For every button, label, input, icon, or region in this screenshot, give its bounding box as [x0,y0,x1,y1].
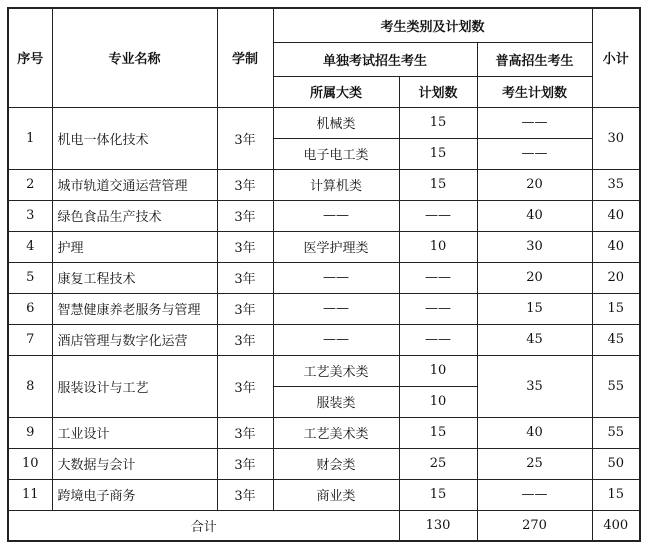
table-row [8,231,640,262]
cell-field: 商业类 [273,479,399,510]
cell-general: —— [477,479,592,510]
cell-plan: —— [399,200,477,231]
cell-field: 计算机类 [273,169,399,200]
table-row [8,107,640,138]
cell-major: 酒店管理与数字化运营 [52,324,217,355]
header-plan: 计划数 [399,76,477,107]
cell-major: 康复工程技术 [52,262,217,293]
cell-subtotal: 45 [592,324,640,355]
cell-total-subtotal: 400 [592,510,640,541]
cell-major: 智慧健康养老服务与管理 [52,293,217,324]
cell-subtotal: 20 [592,262,640,293]
cell-duration: 3年 [217,107,273,169]
cell-subtotal: 40 [592,231,640,262]
cell-general: 35 [477,355,592,417]
header-field: 所属大类 [273,76,399,107]
header-major: 专业名称 [52,8,217,107]
cell-major: 服装设计与工艺 [52,355,217,417]
cell-duration: 3年 [217,324,273,355]
cell-field: 机械类 [273,107,399,138]
cell-plan: 10 [399,231,477,262]
cell-duration: 3年 [217,169,273,200]
cell-subtotal: 35 [592,169,640,200]
cell-field: 医学护理类 [273,231,399,262]
cell-plan: 15 [399,138,477,169]
cell-major: 大数据与会计 [52,448,217,479]
table-row [8,448,640,479]
cell-duration: 3年 [217,200,273,231]
cell-field: 服装类 [273,386,399,417]
cell-duration: 3年 [217,262,273,293]
cell-subtotal: 40 [592,200,640,231]
cell-major: 绿色食品生产技术 [52,200,217,231]
cell-total-plan: 130 [399,510,477,541]
cell-field: 工艺美术类 [273,355,399,386]
cell-field: 工艺美术类 [273,417,399,448]
cell-major: 护理 [52,231,217,262]
total-row [8,510,640,541]
cell-duration: 3年 [217,479,273,510]
header-single-exam: 单独考试招生考生 [273,42,477,76]
cell-seq: 2 [8,169,52,200]
cell-field: —— [273,200,399,231]
cell-plan: —— [399,324,477,355]
cell-subtotal: 55 [592,355,640,417]
cell-major: 城市轨道交通运营管理 [52,169,217,200]
cell-subtotal: 15 [592,293,640,324]
table-row [8,169,640,200]
header-row-1 [8,8,640,42]
table-row [8,262,640,293]
table-row [8,479,640,510]
cell-plan: 15 [399,169,477,200]
header-general-exam: 普高招生考生 [477,42,592,76]
cell-general: 45 [477,324,592,355]
cell-plan: 25 [399,448,477,479]
cell-major: 跨境电子商务 [52,479,217,510]
table-row [8,200,640,231]
cell-plan: 15 [399,107,477,138]
table-row [8,324,640,355]
cell-subtotal: 30 [592,107,640,169]
cell-general: 25 [477,448,592,479]
cell-subtotal: 55 [592,417,640,448]
header-general-plan: 考生计划数 [477,76,592,107]
cell-plan: —— [399,293,477,324]
cell-seq: 8 [8,355,52,417]
header-subtotal: 小计 [592,8,640,107]
cell-plan: 15 [399,479,477,510]
table-row [8,417,640,448]
cell-seq: 10 [8,448,52,479]
cell-seq: 9 [8,417,52,448]
cell-general: 15 [477,293,592,324]
cell-plan: 10 [399,355,477,386]
cell-general: 20 [477,262,592,293]
cell-seq: 6 [8,293,52,324]
header-category-group: 考生类别及计划数 [273,8,592,42]
cell-field: —— [273,262,399,293]
table-row [8,355,640,386]
cell-duration: 3年 [217,355,273,417]
cell-general: 40 [477,417,592,448]
header-duration: 学制 [217,8,273,107]
cell-major: 机电一体化技术 [52,107,217,169]
cell-seq: 1 [8,107,52,169]
cell-seq: 5 [8,262,52,293]
header-seq: 序号 [8,8,52,107]
cell-general: 30 [477,231,592,262]
cell-major: 工业设计 [52,417,217,448]
cell-duration: 3年 [217,448,273,479]
enrollment-plan-table [7,7,641,542]
cell-general: —— [477,107,592,138]
cell-seq: 3 [8,200,52,231]
enrollment-plan-table-container [7,7,641,542]
cell-field: —— [273,324,399,355]
cell-general: 40 [477,200,592,231]
cell-general: —— [477,138,592,169]
cell-plan: —— [399,262,477,293]
cell-duration: 3年 [217,417,273,448]
table-row [8,293,640,324]
cell-subtotal: 50 [592,448,640,479]
cell-duration: 3年 [217,293,273,324]
cell-seq: 4 [8,231,52,262]
cell-plan: 15 [399,417,477,448]
cell-total-label: 合计 [8,510,399,541]
cell-field: 电子电工类 [273,138,399,169]
cell-field: —— [273,293,399,324]
cell-plan: 10 [399,386,477,417]
cell-total-general: 270 [477,510,592,541]
cell-seq: 7 [8,324,52,355]
cell-subtotal: 15 [592,479,640,510]
cell-seq: 11 [8,479,52,510]
cell-field: 财会类 [273,448,399,479]
cell-general: 20 [477,169,592,200]
cell-duration: 3年 [217,231,273,262]
